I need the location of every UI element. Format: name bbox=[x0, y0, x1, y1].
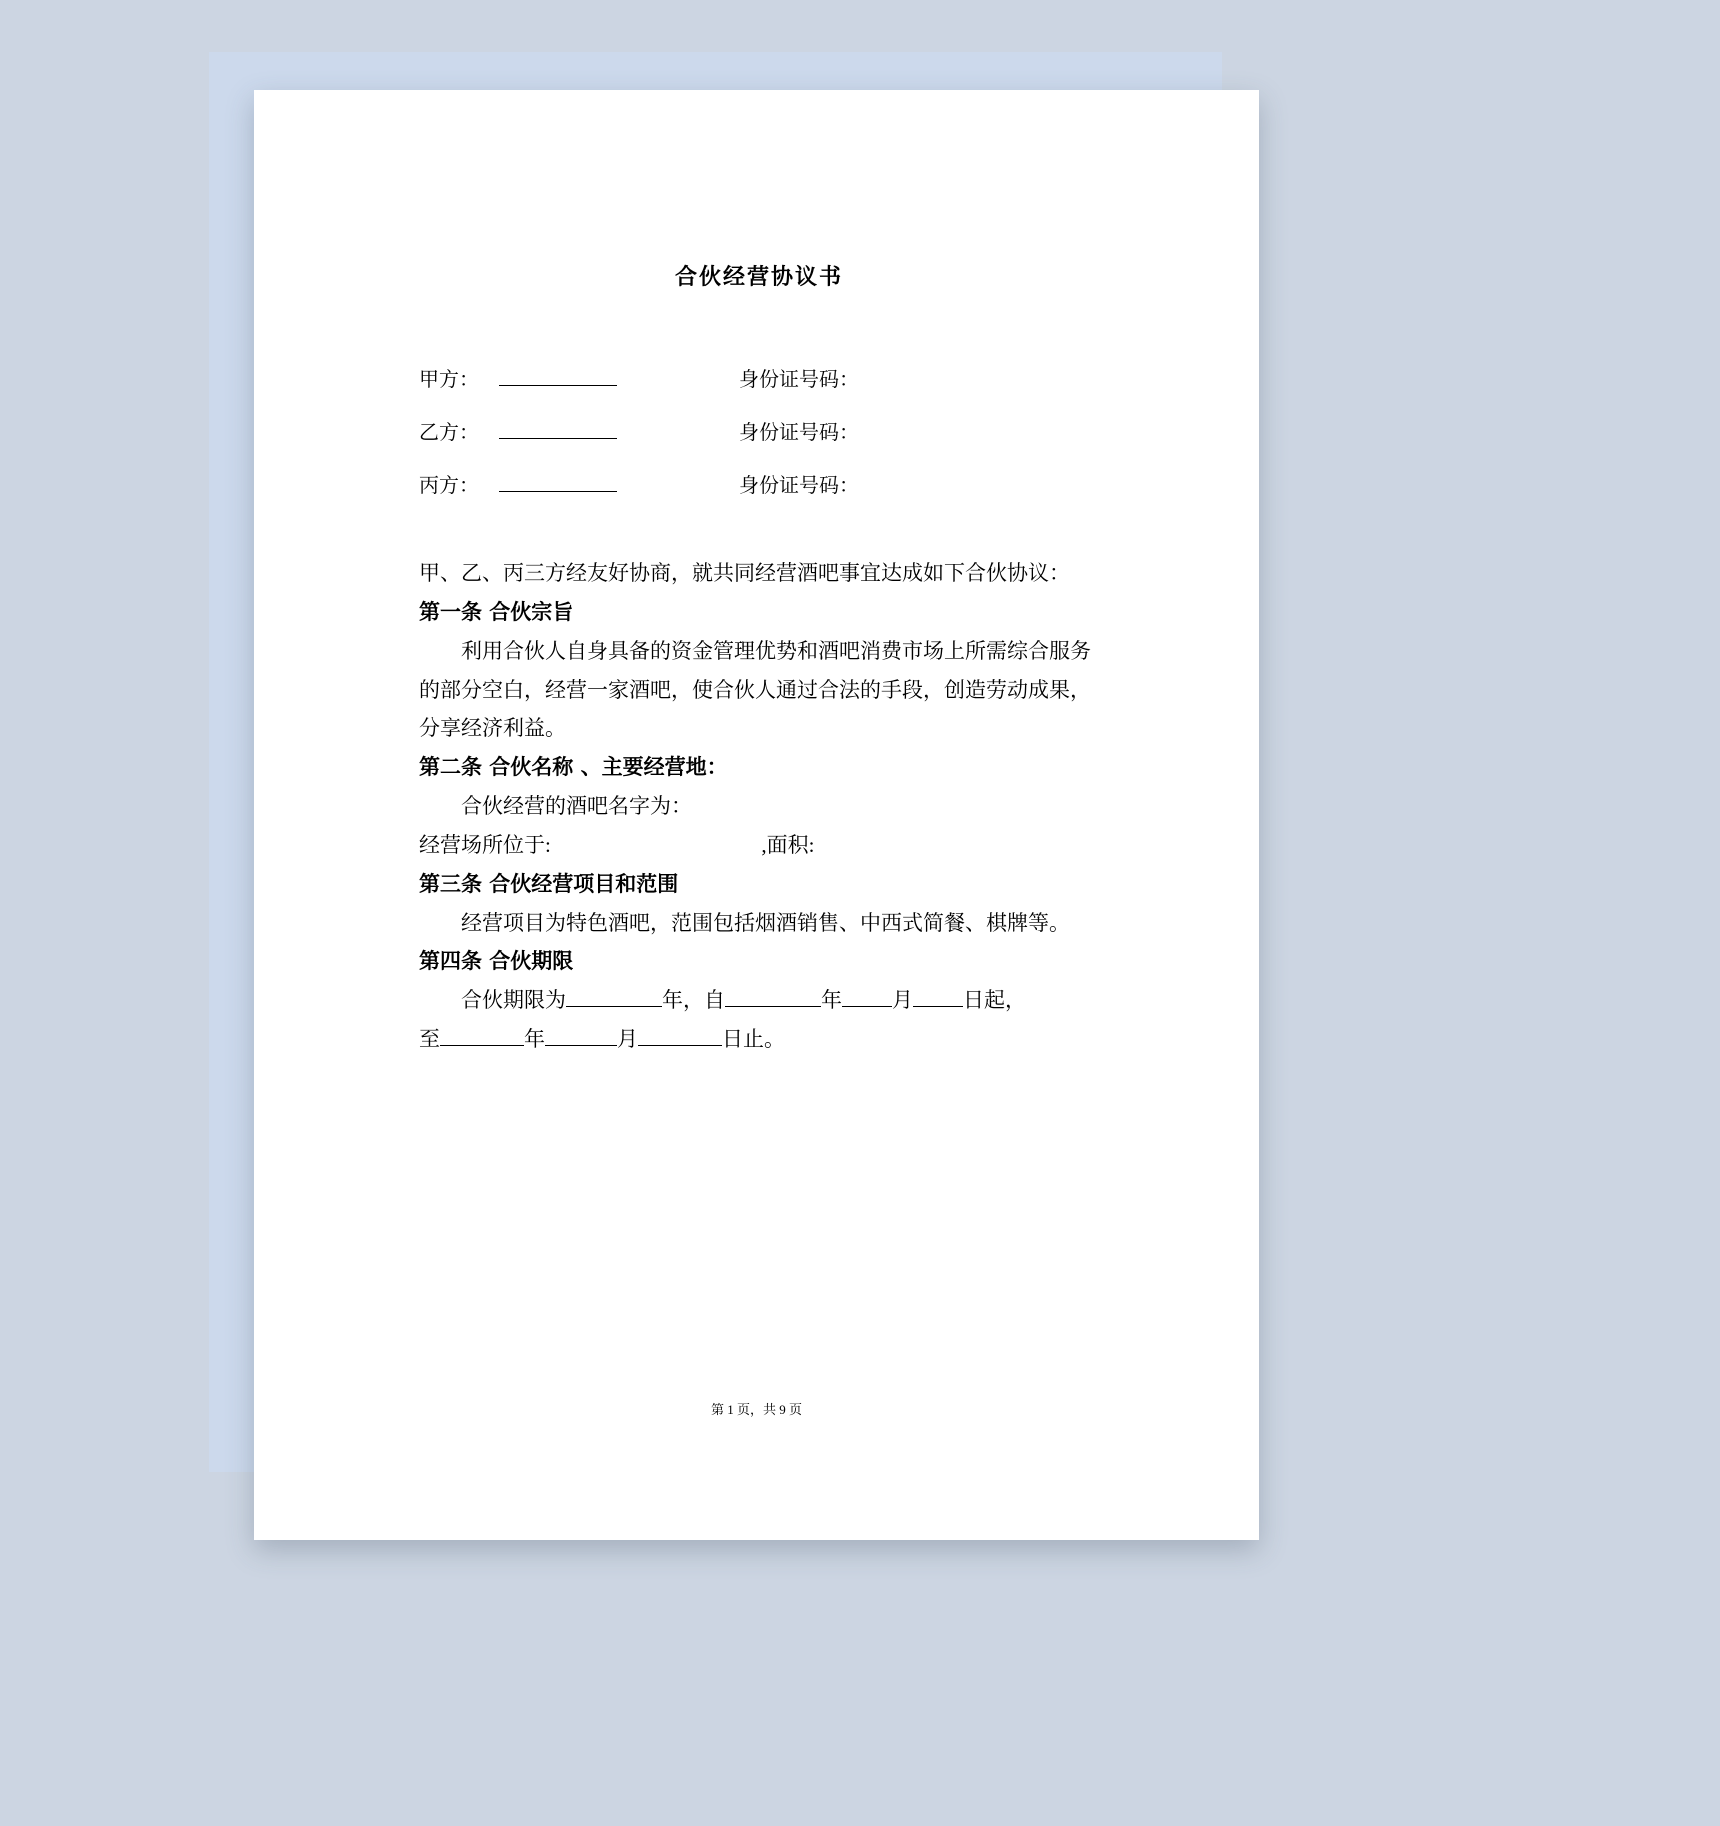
section-1-heading: 第一条 合伙宗旨 bbox=[419, 599, 574, 624]
intro-paragraph: 甲、乙、丙三方经友好协商，就共同经营酒吧事宜达成如下合伙协议： bbox=[419, 561, 1070, 585]
party-label: 乙方： bbox=[419, 422, 479, 444]
page-title: 合伙经营协议书 bbox=[674, 265, 843, 290]
section-3-heading: 第三条 合伙经营项目和范围 bbox=[419, 871, 679, 896]
section-4-term-line-2 bbox=[419, 1020, 1099, 1059]
term-blank-end-year bbox=[440, 1026, 524, 1046]
term-blank-start-year bbox=[725, 987, 821, 1007]
party-row bbox=[419, 416, 1099, 445]
party-label: 甲方： bbox=[419, 369, 479, 391]
term-label-4: 月 bbox=[892, 988, 913, 1013]
term-label-7: 年 bbox=[524, 1027, 545, 1052]
location-prefix: 经营场所位于: bbox=[419, 832, 551, 857]
party-name-blank bbox=[499, 471, 617, 492]
party-name-blank bbox=[499, 365, 617, 386]
term-label-2: 年，自 bbox=[662, 988, 725, 1013]
section-4-heading: 第四条 合伙期限 bbox=[419, 949, 574, 974]
section-2-location-line bbox=[419, 826, 1099, 865]
page-footer: 第 1 页，共 9 页 bbox=[710, 1402, 802, 1417]
term-blank-years bbox=[566, 987, 662, 1007]
party-id-label: 身份证号码： bbox=[739, 475, 859, 497]
section-4-term-line bbox=[419, 981, 1099, 1020]
document-body bbox=[419, 260, 1099, 1059]
term-label-5: 日起， bbox=[963, 988, 1026, 1013]
party-id-label: 身份证号码： bbox=[739, 369, 859, 391]
party-name-blank bbox=[499, 418, 617, 439]
party-id-label: 身份证号码： bbox=[739, 422, 859, 444]
location-suffix: ,面积: bbox=[761, 832, 815, 857]
term-label-3: 年 bbox=[821, 988, 842, 1013]
section-3-body: 经营项目为特色酒吧，范围包括烟酒销售、中西式简餐、棋牌等。 bbox=[461, 910, 1070, 935]
term-blank-end-day bbox=[638, 1026, 722, 1046]
term-label-9: 日止。 bbox=[722, 1027, 785, 1052]
section-1-body: 利用合伙人自身具备的资金管理优势和酒吧消费市场上所需综合服务的部分空白，经营一家酒吧，使合伙人通过合法的手段，创造劳动成果，分享经济利益。 bbox=[419, 638, 1091, 741]
party-block bbox=[419, 363, 1099, 498]
section-2-heading: 第二条 合伙名称 、主要经营地： bbox=[419, 755, 728, 780]
intro-block bbox=[419, 554, 1099, 593]
section-2-body: 合伙经营的酒吧名字为： bbox=[461, 794, 692, 819]
term-label-1: 合伙期限为 bbox=[461, 988, 566, 1013]
term-label-8: 月 bbox=[617, 1027, 638, 1052]
party-row bbox=[419, 469, 1099, 498]
document-page bbox=[254, 90, 1259, 1540]
party-label: 丙方： bbox=[419, 475, 479, 497]
term-blank-start-day bbox=[913, 987, 963, 1007]
term-blank-start-month bbox=[842, 987, 892, 1007]
term-label-6: 至 bbox=[419, 1027, 440, 1052]
party-row bbox=[419, 363, 1099, 392]
term-blank-end-month bbox=[545, 1026, 617, 1046]
